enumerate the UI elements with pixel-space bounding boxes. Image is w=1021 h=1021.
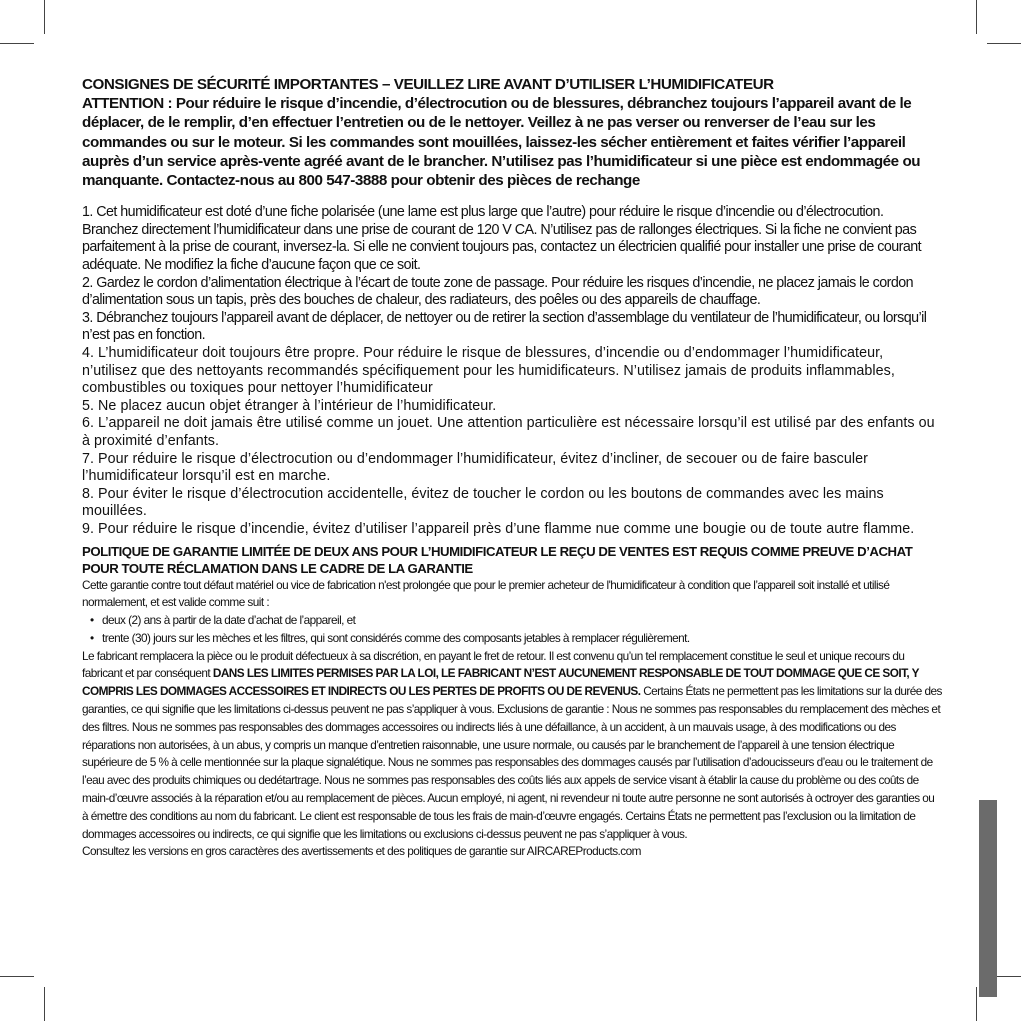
crop-mark-bottom-left-horizontal [0, 976, 34, 977]
safety-item-9: 9. Pour réduire le risque d’incendie, évitez d’utiliser l’appareil près d’une flamme nue comme une bougie ou de toute autre flamme. [82, 520, 915, 537]
warranty-intro: Cette garantie contre tout défaut matériel ou vice de fabrication n'est prolongée que pour le premier acheteur de l'humidificateur à condition que l’appareil soit installé et utilisé normalement, et est valide comme suit : [82, 577, 890, 610]
crop-mark-bottom-right-vertical [976, 987, 977, 1021]
crop-mark-top-right-horizontal [987, 43, 1021, 44]
safety-item-6: 6. L’appareil ne doit jamais être utilisé comme un jouet. Une attention particulière est nécessaire lorsqu’il est utilisé par des enfants ou à proximité d’enfants. [82, 415, 935, 449]
crop-mark-top-left-vertical [44, 0, 45, 34]
warranty-section [82, 543, 942, 862]
warranty-body-rest: Certains États ne permettent pas les limitations sur la durée des garanties, ce qui signifie que les limitations ci-dessus peuvent ne pas s’appliquer à vous. Exclusions de garantie : Nous ne sommes pas responsables du remplacement des mèches et des filtres. Nous ne sommes pas responsables des dommages accessoires ou indirects liés à une défaillance, à un accident, à un mauvais usage, à des modifications ou des réparations non autorisées, à un abus, y compris un manque d’entretien raisonnable, une usure normale, ou causés par le branchement de l’appareil à une tension électrique supérieure de 5 % à celle mentionnée sur la plaque signalétique. Nous ne sommes pas responsables des dommages causés par l’utilisation d’adoucisseurs d’eau ou le traitement de l’eau avec des produits chimiques ou dedétartrage. Nous ne sommes pas responsables des coûts liés aux appels de service visant à établir la cause du problème ou des coûts de main-d’œuvre associés à la réparation et/ou au remplacement de pièces. Aucun employé, ni agent, ni revendeur ni toute autre personne ne sont autorisés à octroyer des garanties ou à émettre des conditions au nom du fabricant. Le client est responsable de tous les frais de main-d’œuvre engagés. Certains États ne permettent pas l’exclusion ou la limitation de dommages accessoires ou indirects, ce qui signifie que les limitations ou exclusions ci-dessus peuvent ne pas s’appliquer à vous. [82, 684, 942, 841]
safety-item-5: 5. Ne placez aucun objet étranger à l’intérieur de l’humidificateur. [82, 397, 497, 414]
warranty-footer [82, 843, 942, 861]
crop-mark-bottom-left-vertical [44, 987, 45, 1021]
safety-item-1: 1. Cet humidificateur est doté d’une fiche polarisée (une lame est plus large que l’autre) pour réduire le risque d’incendie ou d’électrocution. Branchez directement l’humidificateur dans une prise de courant de 120 V CA. N’utilisez pas de rallonges électriques. Si la fiche ne convient pas parfaitement à la prise de courant, inversez-la. Si elle ne convient toujours pas, contactez un électricien qualifié pour installer une prise de courant adéquate. Ne modifiez la fiche d’aucune façon que ce soit. [82, 204, 922, 273]
warranty-body [82, 648, 942, 844]
safety-item-4: 4. L’humidificateur doit toujours être propre. Pour réduire le risque de blessures, d’incendie ou d’endommager l’humidificateur, n’utilisez que des nettoyants recommandés spécifiquement pour les humidificateurs. N’utilisez jamais de produits inflammables, combustibles ou toxiques pour nettoyer l’humidificateur [82, 344, 895, 397]
safety-header [82, 75, 942, 190]
safety-title: CONSIGNES DE SÉCURITÉ IMPORTANTES – VEUILLEZ LIRE AVANT D’UTILISER L’HUMIDIFICATEUR [82, 76, 774, 93]
safety-instructions-list [82, 204, 942, 538]
safety-warning: ATTENTION : Pour réduire le risque d’incendie, d’électrocution ou de blessures, débranchez toujours l’appareil avant de le déplacer, de le remplir, d’en effectuer l’entretien ou de le nettoyer. Veillez à ne pas verser ou renverser de l’eau sur les commandes ou sur le moteur. Si les commandes sont mouillées, laissez-les sécher entièrement et faites vérifier l’appareil auprès d’un service après-vente agréé avant de le brancher. N’utilisez pas l’humidificateur si une pièce est endommagée ou manquante. Contactez-nous au 800 547-3888 pour obtenir des pièces de rechange [82, 95, 921, 190]
warranty-footer-text: Consultez les versions en gros caractères des avertissements et des politiques de garantie sur [82, 844, 527, 859]
safety-item-3: 3. Débranchez toujours l’appareil avant de déplacer, de nettoyer ou de retirer la section d’assemblage du ventilateur de l’humidificateur, ou lorsqu’il n’est pas en fonction. [82, 309, 927, 344]
safety-item-8: 8. Pour éviter le risque d’électrocution accidentelle, évitez de toucher le cordon ou les boutons de commandes avec les mains mouillées. [82, 485, 884, 520]
warranty-body-lead: Le fabricant remplacera la pièce ou le produit défectueux à sa discrétion, en payant le fret de retour. Il est convenu qu’un tel remplacement constitue le seul et unique recours du fabricant et par conséquent [82, 648, 905, 681]
warranty-terms-list [82, 612, 942, 648]
document-body [82, 75, 942, 861]
warranty-term-text: deux (2) ans à partir de la date d’achat de l’appareil, et [102, 613, 356, 628]
bullet-icon: • [90, 613, 94, 628]
crop-mark-top-right-vertical [976, 0, 977, 34]
warranty-term-item [90, 630, 942, 648]
language-thumb-tab [979, 800, 997, 997]
warranty-liability-disclaimer: DANS LES LIMITES PERMISES PAR LA LOI, LE FABRICANT N’EST AUCUNEMENT RESPONSABLE DE TOUT DOMMAGE QUE CE SOIT, Y COMPRIS LES DOMMAGES ACCESSOIRES ET INDIRECTS OU LES PERTES DE PROFITS OU DE REVENUS. [82, 666, 919, 699]
bullet-icon: • [90, 630, 94, 645]
safety-item-7: 7. Pour réduire le risque d’électrocution ou d’endommager l’humidificateur, évitez d’incliner, de secouer ou de faire basculer l’humidificateur lorsqu’il est en marche. [82, 450, 868, 485]
safety-item-2: 2. Gardez le cordon d’alimentation électrique à l’écart de toute zone de passage. Pour réduire les risques d’incendie, ne placez jamais le cordon d’alimentation sous un tapis, près des bouches de chaleur, des radiateurs, des poêles ou des appareils de chauffage. [82, 274, 914, 309]
warranty-title: POLITIQUE DE GARANTIE LIMITÉE DE DEUX ANS POUR L’HUMIDIFICATEUR LE REÇU DE VENTES EST REQUIS COMME PREUVE D’ACHAT POUR TOUTE RÉCLAMATION DANS LE CADRE DE LA GARANTIE [82, 543, 913, 576]
crop-mark-top-left-horizontal [0, 43, 34, 44]
warranty-term-item [90, 612, 942, 630]
warranty-term-text: trente (30) jours sur les mèches et les filtres, qui sont considérés comme des composants jetables à remplacer régulièrement. [102, 630, 690, 645]
website-link[interactable]: AIRCAREProducts.com [526, 844, 641, 859]
